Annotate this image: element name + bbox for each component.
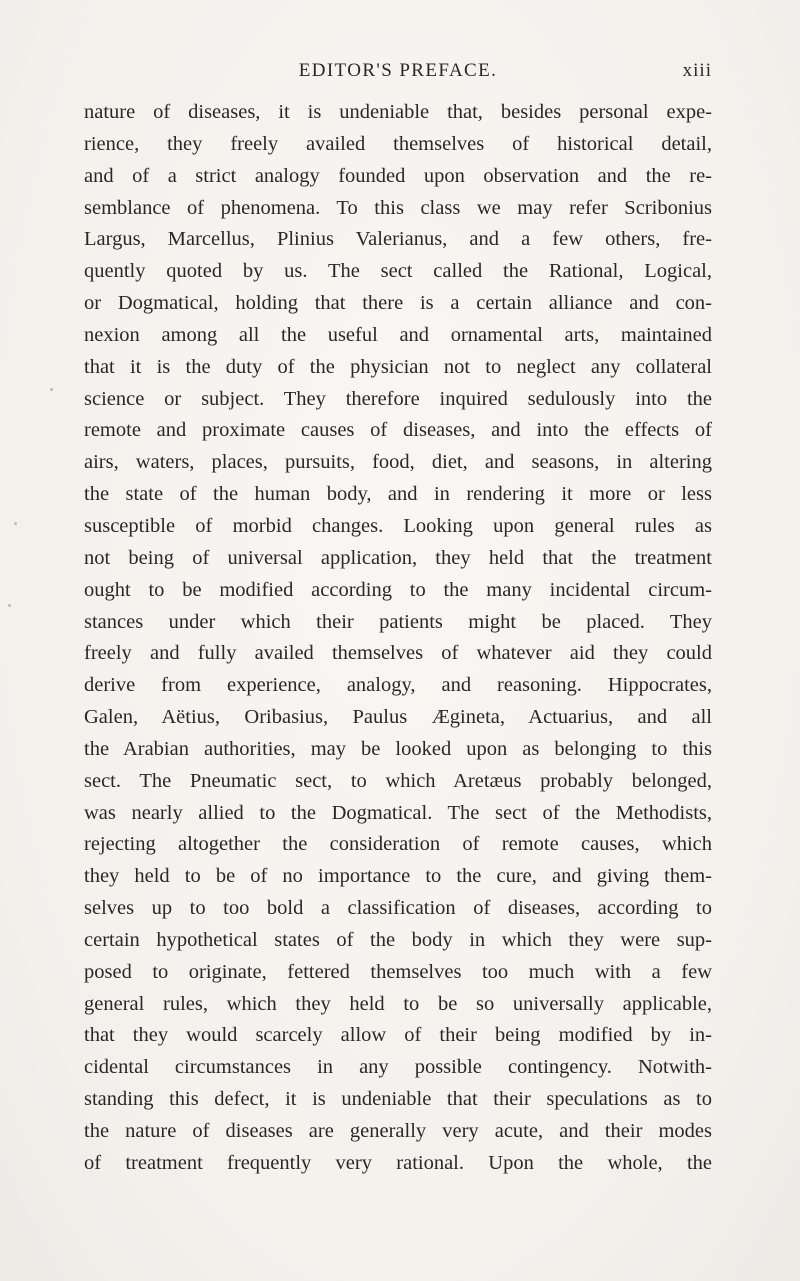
text-line: they held to be of no importance to the cure, and giving them-: [84, 865, 712, 888]
paper-speck: [14, 522, 17, 525]
text-line: rience, they freely availed themselves of historical detail,: [84, 132, 712, 155]
running-title: EDITOR'S PREFACE.: [298, 60, 498, 81]
text-line: Largus, Marcellus, Plinius Valerianus, and a few others, fre-: [84, 228, 712, 251]
text-line: quently quoted by us. The sect called the Rational, Logical,: [84, 260, 712, 283]
text-line: and of a strict analogy founded upon observation and the re-: [84, 164, 712, 187]
text-line: nexion among all the useful and ornamental arts, maintained: [84, 323, 712, 346]
text-line: that they would scarcely allow of their being modified by in-: [84, 1024, 712, 1047]
text-line: that it is the duty of the physician not to neglect any collateral: [84, 355, 712, 378]
text-line: susceptible of morbid changes. Looking upon general rules as: [84, 514, 712, 537]
text-line: remote and proximate causes of diseases, and into the effects of: [84, 419, 712, 442]
text-line: cidental circumstances in any possible contingency. Notwith-: [84, 1056, 712, 1079]
text-line: or Dogmatical, holding that there is a certain alliance and con-: [84, 292, 712, 315]
text-line: semblance of phenomena. To this class we may refer Scribonius: [84, 196, 712, 219]
text-line: ought to be modified according to the many incidental circum-: [84, 578, 712, 601]
text-line: posed to originate, fettered themselves too much with a few: [84, 960, 712, 983]
text-line: Galen, Aëtius, Oribasius, Paulus Ægineta, Actuarius, and all: [84, 706, 712, 729]
paper-speck: [8, 604, 11, 607]
text-line: airs, waters, places, pursuits, food, diet, and seasons, in altering: [84, 451, 712, 474]
text-line: the state of the human body, and in rendering it more or less: [84, 483, 712, 506]
text-line: sect. The Pneumatic sect, to which Aretæus probably belonged,: [84, 769, 712, 792]
text-line: science or subject. They therefore inquired sedulously into the: [84, 387, 712, 410]
text-line: general rules, which they held to be so universally applicable,: [84, 992, 712, 1015]
body-text: [84, 97, 712, 1180]
text-line: derive from experience, analogy, and reasoning. Hippocrates,: [84, 674, 712, 697]
text-line: was nearly allied to the Dogmatical. The sect of the Methodists,: [84, 801, 712, 824]
text-line: not being of universal application, they held that the treatment: [84, 546, 712, 569]
text-line: freely and fully availed themselves of whatever aid they could: [84, 642, 712, 665]
text-line: rejecting altogether the consideration of remote causes, which: [84, 833, 712, 856]
running-head: [84, 58, 712, 84]
text-line: selves up to too bold a classification of diseases, according to: [84, 897, 712, 920]
text-line: standing this defect, it is undeniable that their speculations as to: [84, 1088, 712, 1111]
paper-speck: [50, 388, 53, 391]
page-number: xiii: [682, 60, 712, 81]
text-line: of treatment frequently very rational. Upon the whole, the: [84, 1151, 712, 1174]
text-line: stances under which their patients might be placed. They: [84, 610, 712, 633]
text-line: the nature of diseases are generally very acute, and their modes: [84, 1120, 712, 1142]
text-line: nature of diseases, it is undeniable that, besides personal expe-: [84, 101, 712, 123]
text-line: certain hypothetical states of the body in which they were sup-: [84, 928, 712, 951]
text-line: the Arabian authorities, may be looked upon as belonging to this: [84, 737, 712, 760]
